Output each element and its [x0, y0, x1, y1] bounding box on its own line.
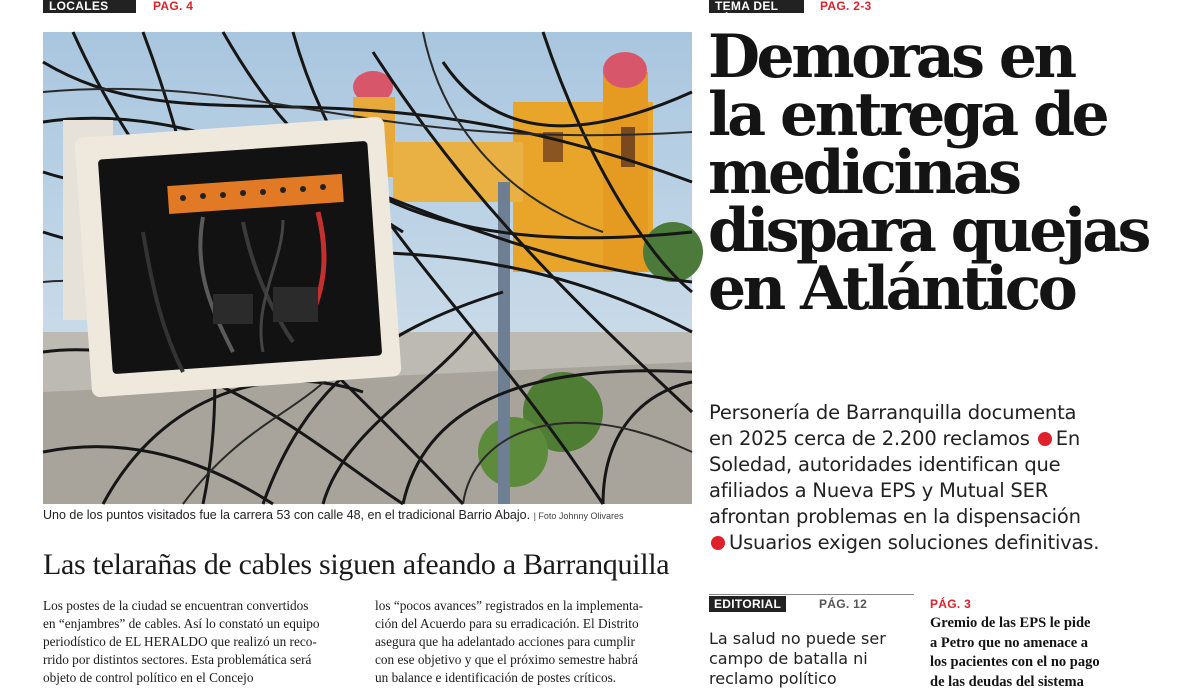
section-page-ref: PAG. 4: [153, 0, 193, 13]
main-page-ref: PAG. 2-3: [820, 0, 872, 13]
body-line: rrido por distintos sectores. Esta problemática será: [43, 651, 363, 669]
deck-line: afrontan problemas en la dispensación: [709, 504, 1179, 530]
editorial-line: campo de batalla ni: [709, 649, 886, 669]
bullet-dot-icon: [1038, 432, 1052, 446]
editorial-line: La salud no puede ser: [709, 629, 886, 649]
deck-line: Personería de Barranquilla documenta: [709, 400, 1179, 426]
story-column-1: [43, 597, 363, 687]
body-line: en “enjambres” de cables. Así lo constató un equipo: [43, 615, 363, 633]
brief-line: a Petro que no amenace a: [930, 634, 1100, 654]
editorial-page-ref: PÁG. 12: [819, 597, 867, 611]
main-deck: [709, 400, 1179, 556]
body-line: ción del Acuerdo para su erradicación. El Distrito: [375, 615, 695, 633]
story-headline: Las telarañas de cables siguen afeando a Barranquilla: [43, 548, 669, 582]
headline-line: en Atlántico: [708, 260, 1178, 318]
body-line: los “pocos avances” registrados en la implementa-: [375, 597, 695, 615]
body-line: con ese objetivo y que el próximo semestre habrá: [375, 651, 695, 669]
caption-text: Uno de los puntos visitados fue la carrera 53 con calle 48, en el tradicional Barrio Abajo.: [43, 508, 530, 522]
editorial-rule: [709, 594, 914, 595]
deck-text: en 2025 cerca de 2.200 reclamos: [709, 427, 1030, 450]
deck-line: afiliados a Nueva EPS y Mutual SER: [709, 478, 1179, 504]
story-column-2: [375, 597, 695, 687]
brief-headline: [930, 614, 1100, 692]
body-line: periodístico de EL HERALDO que realizó un reco-: [43, 633, 363, 651]
brief-line: de las deudas del sistema: [930, 673, 1100, 692]
deck-text: En: [1056, 427, 1080, 450]
editorial-tag: EDITORIAL: [709, 596, 786, 612]
headline-line: medicinas: [708, 144, 1178, 202]
headline-line: Demoras en: [708, 28, 1178, 86]
body-line: un balance e identificación de postes críticos.: [375, 669, 695, 687]
headline-line: la entrega de: [708, 86, 1178, 144]
photo-credit: | Foto Johnny Olivares: [534, 511, 624, 521]
editorial-line: reclamo político: [709, 669, 886, 689]
section-tag-locales: LOCALES: [43, 0, 136, 13]
brief-line: Gremio de las EPS le pide: [930, 614, 1100, 634]
body-line: asegura que ha adelantado acciones para cumplir: [375, 633, 695, 651]
section-tag-tema-del-dia: TEMA DEL DÍA: [709, 0, 804, 13]
brief-page-ref: PÁG. 3: [930, 597, 971, 611]
deck-text: Usuarios exigen soluciones definitivas.: [729, 531, 1099, 554]
body-line: objeto de control político en el Concejo: [43, 669, 363, 687]
headline-line: dispara quejas: [708, 202, 1178, 260]
deck-line: Soledad, autoridades identifican que: [709, 452, 1179, 478]
cable-photo: [43, 32, 692, 504]
bullet-dot-icon: [711, 536, 725, 550]
body-line: Los postes de la ciudad se encuentran convertidos: [43, 597, 363, 615]
brief-line: los pacientes con el no pago: [930, 653, 1100, 673]
main-headline: [708, 28, 1178, 318]
deck-line: [709, 530, 1179, 556]
editorial-headline: [709, 629, 886, 689]
photo-caption: [43, 508, 695, 522]
deck-line: [709, 426, 1179, 452]
